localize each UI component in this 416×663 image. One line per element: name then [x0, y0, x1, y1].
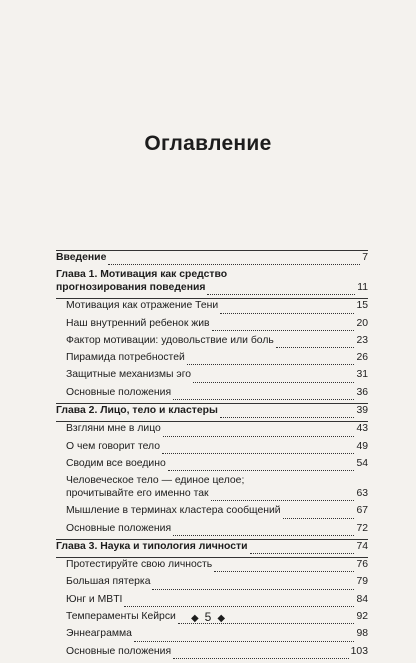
toc-entry[interactable]: [56, 386, 368, 403]
toc-page-number: 7: [362, 252, 368, 263]
toc-entry[interactable]: [56, 368, 368, 385]
diamond-ornament-icon: ◆: [217, 613, 226, 624]
toc-page-number: 43: [356, 423, 368, 435]
diamond-ornament-icon: ◆: [190, 613, 199, 624]
toc-entry[interactable]: [56, 251, 368, 268]
dot-leader: [214, 571, 354, 572]
toc-page-number: 20: [356, 317, 368, 329]
toc-entry-title: Протестируйте свою личность: [66, 559, 213, 571]
toc-entry-title: Сводим все воедино: [66, 457, 166, 469]
dot-leader: [250, 553, 354, 554]
toc-entry-title-cont: прогнозирования поведения: [56, 282, 206, 294]
toc-page-number: 84: [356, 593, 368, 605]
dot-leader: [168, 470, 354, 471]
page-number: 5: [204, 610, 212, 624]
dot-leader: [220, 417, 354, 418]
toc-entry[interactable]: [56, 593, 368, 610]
toc-entry[interactable]: [56, 522, 368, 539]
toc-entry[interactable]: [56, 422, 368, 439]
toc-entry-title: Введение: [56, 252, 107, 263]
dot-leader: [187, 364, 354, 365]
dot-leader: [108, 264, 360, 265]
dot-leader: [220, 313, 354, 314]
toc-entry-title: Глава 2. Лицо, тело и кластеры: [56, 405, 218, 417]
toc-entry[interactable]: [56, 558, 368, 575]
toc-page-number: 31: [356, 369, 368, 381]
toc-page-number: 54: [356, 457, 368, 469]
toc-entry-title: Наш внутренний ребенок жив: [66, 317, 210, 329]
table-of-contents: [56, 250, 368, 662]
dot-leader: [134, 641, 354, 642]
dot-leader: [162, 453, 354, 454]
page-footer: [0, 610, 416, 624]
bleed-through-text: [250, 58, 416, 278]
dot-leader: [173, 658, 349, 659]
toc-page-number: 11: [357, 282, 368, 294]
toc-entry[interactable]: [56, 575, 368, 592]
toc-entry-title: Мышление в терминах кластера сообщений: [66, 505, 281, 517]
toc-entry-title: Пирамида потребностей: [66, 352, 185, 364]
toc-entry-title: О чем говорит тело: [66, 440, 160, 452]
toc-page-number: 63: [356, 488, 368, 500]
toc-entry[interactable]: [56, 404, 368, 421]
dot-leader: [207, 294, 355, 295]
dot-leader: [163, 436, 354, 437]
dot-leader: [124, 606, 354, 607]
toc-entry-title: Основные положения: [66, 645, 172, 657]
dot-leader: [173, 399, 354, 400]
toc-entry-title: Глава 1. Мотивация как средство: [56, 269, 228, 281]
page-title: Оглавление: [144, 132, 272, 155]
toc-entry-title-cont: прочитывайте его именно так: [66, 488, 209, 500]
toc-entry-title: Человеческое тело — единое целое;: [66, 475, 245, 487]
toc-page-number: 67: [356, 505, 368, 517]
toc-entry[interactable]: [56, 540, 368, 557]
toc-entry-title: Темпераменты Кейрси: [66, 611, 176, 623]
toc-entry[interactable]: [56, 317, 368, 334]
dot-leader: [173, 535, 354, 536]
toc-entry[interactable]: [56, 474, 368, 504]
toc-entry[interactable]: [56, 504, 368, 521]
toc-page-number: 79: [356, 576, 368, 588]
toc-entry-title: Большая пятерка: [66, 576, 151, 588]
toc-entry-title: Эннеаграмма: [66, 628, 132, 640]
toc-page-number: 26: [356, 352, 368, 364]
toc-entry[interactable]: [56, 351, 368, 368]
dot-leader: [193, 382, 354, 383]
toc-page-number: 72: [356, 522, 368, 534]
toc-entry-title: Глава 3. Наука и типология личности: [56, 540, 248, 552]
toc-entry[interactable]: [56, 627, 368, 644]
toc-page-number: 39: [356, 405, 368, 417]
toc-entry-title: Защитные механизмы эго: [66, 369, 192, 381]
toc-entry-title: Основные положения: [66, 522, 172, 534]
toc-page-number: 36: [356, 386, 368, 398]
toc-entry-title: Фактор мотивации: удовольствие или боль: [66, 334, 274, 346]
toc-page-number: 76: [356, 559, 368, 571]
dot-leader: [211, 500, 354, 501]
toc-entry-title: Основные положения: [66, 386, 172, 398]
toc-entry[interactable]: [56, 457, 368, 474]
toc-entry[interactable]: [56, 334, 368, 351]
toc-page-number: 103: [350, 645, 368, 657]
toc-entry[interactable]: [56, 299, 368, 316]
toc-page-number: 15: [356, 300, 368, 312]
toc-entry-title: Взгляни мне в лицо: [66, 423, 161, 435]
toc-page-number: 23: [356, 334, 368, 346]
toc-entry[interactable]: [56, 645, 368, 662]
toc-entry[interactable]: [56, 440, 368, 457]
dot-leader: [283, 518, 354, 519]
dot-leader: [152, 589, 354, 590]
toc-entry-title: Юнг и MBTI: [66, 593, 123, 605]
toc-page-number: 49: [356, 440, 368, 452]
toc-entry[interactable]: [56, 268, 368, 298]
dot-leader: [276, 347, 354, 348]
toc-page-number: 74: [356, 540, 368, 552]
dot-leader: [212, 330, 354, 331]
toc-page-number: 92: [356, 611, 368, 623]
toc-page-number: 98: [356, 628, 368, 640]
toc-entry-title: Мотивация как отражение Тени: [66, 300, 219, 312]
